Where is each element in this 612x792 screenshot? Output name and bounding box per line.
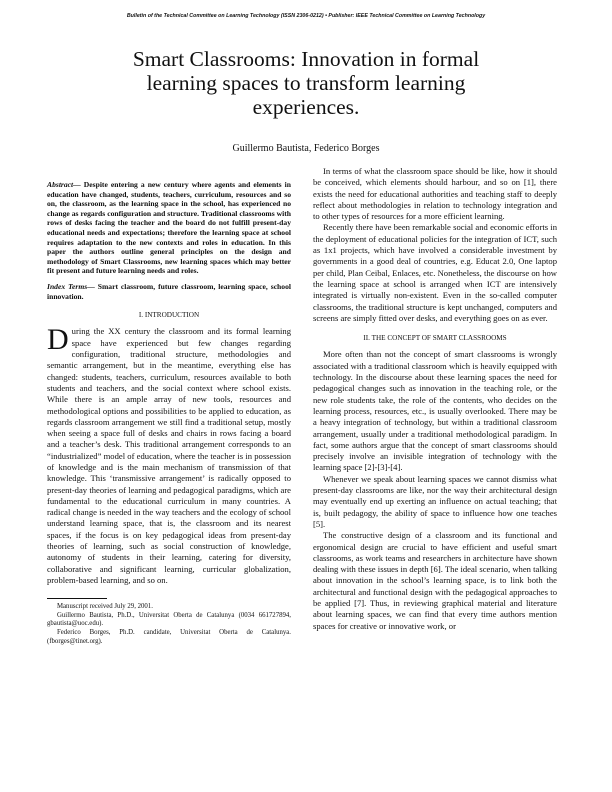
footnote-author2: Federico Borges, Ph.D. candidate, Universitat Oberta de Catalunya. (fborges@tinet.org). bbox=[47, 629, 291, 645]
footnote-received: Manuscript received July 29, 2001. bbox=[57, 603, 153, 611]
left-column bbox=[47, 180, 291, 646]
abstract-label: Abstract— bbox=[47, 180, 81, 189]
index-terms bbox=[47, 282, 291, 301]
right-column bbox=[313, 166, 557, 632]
footnote-rule bbox=[47, 598, 107, 599]
abstract bbox=[47, 180, 291, 276]
paragraph: In terms of what the classroom space should be like, how it should be conceived, which elements should harbour, and so on [1], there exists the need for educational authorities and teaching staff to deeply reflect about methodologies in relation to technology integration and to other types of resources for a more efficient learning. bbox=[313, 166, 557, 222]
abstract-text: Despite entering a new century where agents and elements in education have changed, students, teachers, curriculum, resources and so on, the classroom, as the learning space in the school, has experienced no change as regards configuration and structure. Traditional classrooms with rows of desks facing the teacher and the board do not fulfill present-day educational needs and expectations; therefore the learning space at school requires adaptation to the new contexts and roles in education. In this paper the authors outline general principles on the design and methodology of Smart Classrooms, new learning spaces which may better fit present and future learning needs and roles. bbox=[47, 180, 291, 276]
paragraph: Recently there have been remarkable social and economic efforts in the deployment of educational policies for the integration of ICT, such as 1x1 projects, which have involved a considerable investment by governments in a good deal of countries, e.g. Educat 2.0, One laptop per child, Plan Ceibal, Enlaces, etc. Nonetheless, the discourse on how the learning space at school is arranged when ICT are intensively integrated is virtually non-existent. Even in the so-called computer classrooms, the traditional structure is kept unchanged, computers and screens are simply fitted over desks, and everything goes on as ever. bbox=[313, 222, 557, 323]
drop-cap: D bbox=[47, 323, 69, 357]
intro-paragraph bbox=[47, 323, 291, 586]
paragraph: The constructive design of a classroom and its functional and ergonomical design are crucial to have efficient and useful smart classrooms, as work teams and researchers in architecture have shown dealing with these issues in depth [6]. The ideal scenario, when talking about innovation in the school’s learning space, is to link both the architectural and functional design with the pedagogical approaches to be applied [7]. Thus, in reviewing graphical material and literature about learning spaces, we can find that every time authors mention spaces for creative or innovative work, or bbox=[313, 530, 557, 631]
paper-authors: Guillermo Bautista, Federico Borges bbox=[232, 143, 380, 154]
paper-title: Smart Classrooms: Innovation in formal learning spaces to transform learning experiences. bbox=[132, 47, 480, 119]
section-heading-introduction: I. INTRODUCTION bbox=[138, 311, 200, 320]
index-terms-text: Smart classroom, future classroom, learning space, school innovation. bbox=[47, 281, 291, 301]
footnote-author1: Guillermo Bautista, Ph.D., Universitat Oberta de Catalunya (0034 661727894, gbautista@uoc.edu). bbox=[47, 611, 291, 628]
section-heading-concept: II. THE CONCEPT OF SMART CLASSROOMS bbox=[363, 334, 507, 343]
journal-header: Bulletin of the Technical Committee on Learning Technology (ISSN 2306-0212) • Publisher: IEEE Technical Committee on Learning Technology bbox=[126, 13, 486, 19]
paragraph: More often than not the concept of smart classrooms is wrongly associated with a traditional classroom which is heavily equipped with technology. In the discourse about these learning spaces the need for pedagogical changes such as innovation in the teaching role, or the new role students take, the role of the contents, who decides on the learning process, resources, etc., is usually overlooked. There may be a heavy integration of technology, but within a traditional classroom arrangement, usually under a traditional methodological paradigm. In fact, some authors argue that the concept of smart classrooms should precisely involve an invisible integration of technology with the learning space [2]-[3]-[4]. bbox=[313, 349, 557, 473]
intro-text: uring the XX century the classroom and its formal learning space have experienced but few changes regarding configuration, traditional structure, methodologies and semantic arrangement, but in the meantime, everything else has changed: students, teachers, curriculum, resources available to both students and teachers, and the social context where school exists. While there is an ample array of new tools, resources and methodological options and possibilities to be applied to education, as regards classroom arrangement we still find a traditional setup, mostly when seeing a space full of desks and chairs in rows facing a board and a teacher’s desk. This traditional arrangement corresponds to an “industrialized” model of education, where the teacher is in possession of knowledge and is the main mechanism of transmission of that knowledge. This ‘transmissive arrangement’ is radically opposed to present-day theories of learning and pedagogical paradigms, which are fundamental to the educational curriculum in many countries. A radical change is needed in the way teachers and the ecology of school understand learning space, that is, the classroom and its nearest spaces, if the focus is on key pedagogical ideas from present-day theories of learning, such as social construction of knowledge, autonomy of students in their learning, catering for diversity, collaborative and significant learning, curricular globalization, problem-based learning, and so on. bbox=[47, 326, 291, 585]
index-terms-label: Index Terms— bbox=[47, 281, 95, 291]
paragraph: Whenever we speak about learning spaces we cannot dismiss what present-day classrooms are like, nor the way their architectural design may eventually end up exerting an influence on actual teaching; that is, built pedagogy, the ability of space to influence how one teaches [5]. bbox=[313, 473, 557, 529]
